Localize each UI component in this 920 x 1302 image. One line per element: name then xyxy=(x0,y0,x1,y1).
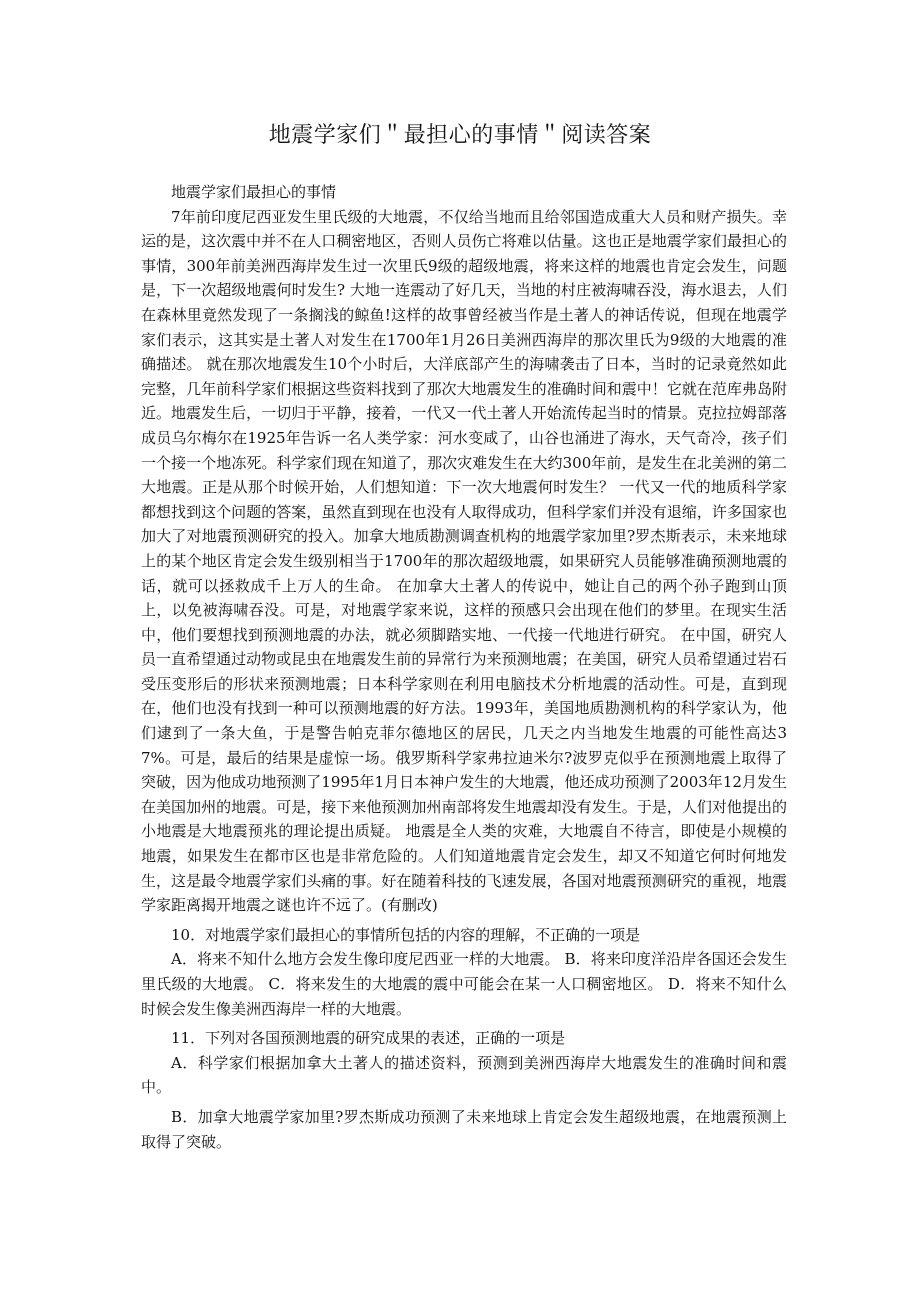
question-11-stem: 11．下列对各国预测地震的研究成果的表述，正确的一项是 xyxy=(171,1029,566,1048)
article-subtitle: 地震学家们最担心的事情 xyxy=(171,183,337,201)
question-10-options: A．将来不知什么地方会发生像印度尼西亚一样的大地震。 B．将来印度洋沿岸各国还会发生里氏级的大地震。 C．将来发生的大地震的震中可能会在某一人口稠密地区。 D．将来不知什么时候会发生像美洲西海岸一样的大地震。 xyxy=(141,950,787,1018)
document-body xyxy=(141,180,787,1154)
question-11-option-b: B．加拿大地震学家加里?罗杰斯成功预测了未来地球上肯定会发生超级地震，在地震预测上取得了突破。 xyxy=(141,1107,787,1151)
question-10-stem: 10．对地震学家们最担心的事情所包括的内容的理解，不正确的一项是 xyxy=(171,925,641,944)
article-paragraph: 7年前印度尼西亚发生里氏级的大地震，不仅给当地而且给邻国造成重大人员和财产损失。幸运的是，这次震中并不在人口稠密地区，否则人员伤亡将难以估量。这也正是地震学家们最担心的事情，300年前美洲西海岸发生过一次里氏9级的超级地震，将来这样的地震也肯定会发生，问题是，下一次超级地震何时发生? 大地一连震动了好几天，当地的村庄被海啸吞没，海水退去，人们在森林里竟然发现了一条搁浅的鲸鱼!这样的故事曾经被当作是土著人的神话传说，但现在地震学家们表示，这其实是土著人对发生在1700年1月26日美洲西海岸的那次里氏为9级的大地震的准确描述。 就在那次地震发生10个小时后，大洋底部产生的海啸袭击了日本，当时的记录竟然如此完整，几年前科学家们根据这些资料找到了那次大地震发生的准确时间和震中！它就在范库弗岛附近。地震发生后，一切归于平静，接着，一代又一代土著人开始流传起当时的情景。克拉拉姆部落成员乌尔梅尔在1925年告诉一名人类学家：河水变咸了，山谷也涌进了海水，天气奇冷，孩子们一个接一个地冻死。科学家们现在知道了，那次灾难发生在大约300年前，是发生在北美洲的第二大地震。正是从那个时候开始，人们想知道：下一次大地震何时发生？ 一代又一代的地质科学家都想找到这个问题的答案，虽然直到现在也没有人取得成功，但科学家们并没有退缩，许多国家也加大了对地震预测研究的投入。加拿大地质勘测调查机构的地震学家加里?罗杰斯表示，未来地球上的某个地区肯定会发生级别相当于1700年的那次超级地震，如果研究人员能够准确预测地震的话，就可以拯救成千上万人的生命。 在加拿大土著人的传说中，她让自己的两个孙子跑到山顶上，以免被海啸吞没。可是，对地震学家来说，这样的预感只会出现在他们的梦里。在现实生活中，他们要想找到预测地震的办法，就必须脚踏实地、一代接一代地进行研究。 在中国，研究人员一直希望通过动物或昆虫在地震发生前的异常行为来预测地震；在美国，研究人员希望通过岩石受压变形后的形状来预测地震；日本科学家则在利用电脑技术分析地震的活动性。可是，直到现在，他们也没有找到一种可以预测地震的好方法。1993年，美国地质勘测机构的科学家认为，他们逮到了一条大鱼，于是警告帕克菲尔德地区的居民，几天之内当地发生地震的可能性高达37%。可是，最后的结果是虚惊一场。俄罗斯科学家弗拉迪米尔?波罗克似乎在预测地震上取得了突破，因为他成功地预测了1995年1月日本神户发生的大地震，他还成功预测了2003年12月发生在美国加州的地震。可是，接下来他预测加州南部将发生地震却没有发生。于是，人们对他提出的小地震是大地震预兆的理论提出质疑。 地震是全人类的灾难，大地震自不待言，即使是小规模的地震，如果发生在都市区也是非常危险的。人们知道地震肯定会发生，却又不知道它何时何地发生，这是最令地震学家们头痛的事。好在随着科技的飞速发展，各国对地震预测研究的重视，地震学家距离揭开地震之谜也许不远了。(有删改) xyxy=(141,207,787,915)
page-title: 地震学家们＂最担心的事情＂阅读答案 xyxy=(268,123,652,148)
question-11-option-a: A．科学家们根据加拿大土著人的描述资料，预测到美洲西海岸大地震发生的准确时间和震中。 xyxy=(141,1053,787,1097)
